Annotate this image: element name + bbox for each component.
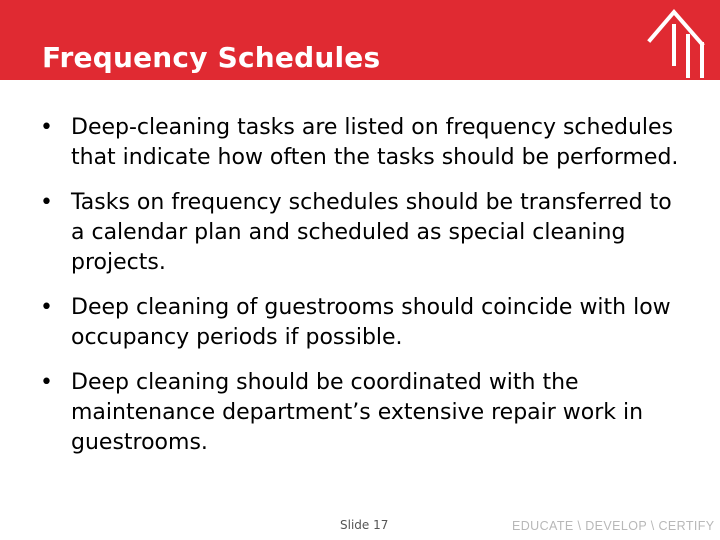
slide-title: Frequency Schedules xyxy=(42,41,381,74)
footer-tagline: EDUCATE \ DEVELOP \ CERTIFY xyxy=(512,519,715,533)
bullet-item: • Deep cleaning of guestrooms should coincide with low occupancy periods if possible. xyxy=(40,293,690,353)
title-bar xyxy=(0,0,720,80)
bullet-item: • Deep cleaning should be coordinated with the maintenance department’s extensive repair work in guestrooms. xyxy=(40,368,690,458)
bullet-item: • Deep-cleaning tasks are listed on frequency schedules that indicate how often the tasks should be performed. xyxy=(40,113,690,173)
bullet-item: • Tasks on frequency schedules should be transferred to a calendar plan and scheduled as special cleaning projects. xyxy=(40,188,690,278)
building-logo-icon xyxy=(644,4,708,78)
slide-number: Slide 17 xyxy=(340,518,389,532)
bullet-list xyxy=(40,113,690,473)
